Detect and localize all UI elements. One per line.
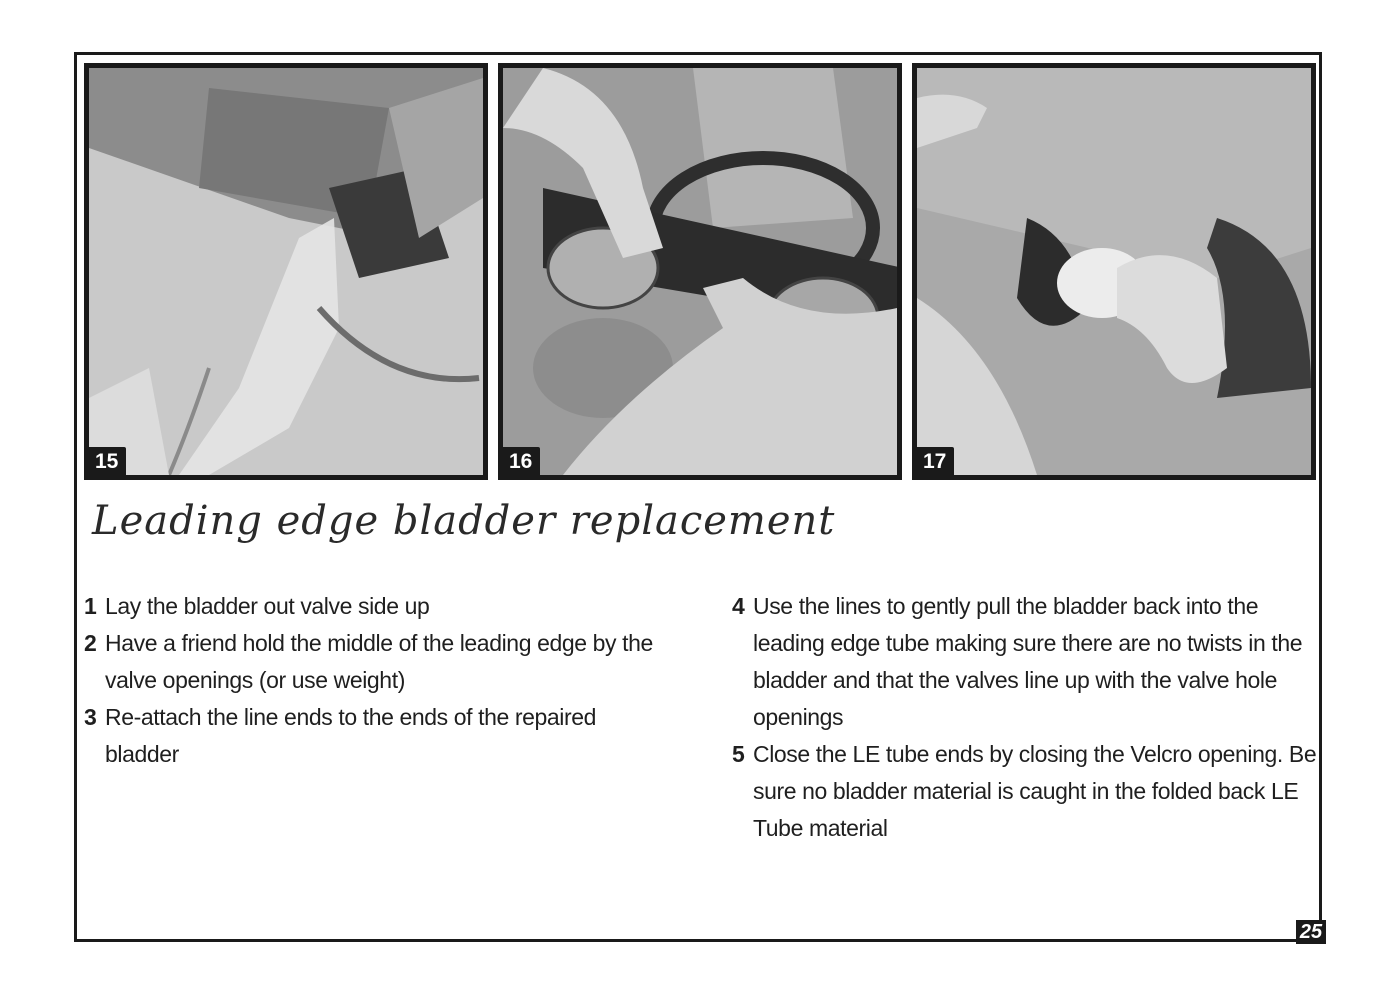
photo-16-illustration <box>503 68 897 475</box>
step-item <box>84 588 674 625</box>
step-text: Lay the bladder out valve side up <box>105 593 430 619</box>
step-text: Close the LE tube ends by closing the Velcro opening. Be sure no bladder material is caught in the folded back LE Tube material <box>753 741 1317 841</box>
step-number: 1 <box>84 593 97 619</box>
step-number: 4 <box>732 593 745 619</box>
step-text: Have a friend hold the middle of the leading edge by the valve openings (or use weight) <box>105 630 653 693</box>
step-item <box>84 625 674 699</box>
photo-number: 15 <box>89 447 126 475</box>
page-number: 25 <box>1296 920 1326 944</box>
photo-15-illustration <box>89 68 483 475</box>
step-item <box>84 699 674 773</box>
page-title: Leading edge bladder replacement <box>92 498 836 544</box>
photo-17-illustration <box>917 68 1311 475</box>
step-number: 2 <box>84 630 97 656</box>
photo-number: 16 <box>503 447 540 475</box>
photo-15 <box>84 63 488 480</box>
step-item <box>732 736 1322 847</box>
photo-17 <box>912 63 1316 480</box>
steps-left-column <box>84 588 674 773</box>
step-number: 3 <box>84 704 97 730</box>
step-item <box>732 588 1322 736</box>
photo-number: 17 <box>917 447 954 475</box>
step-text: Re-attach the line ends to the ends of the repaired bladder <box>105 704 597 767</box>
step-number: 5 <box>732 741 745 767</box>
step-text: Use the lines to gently pull the bladder back into the leading edge tube making sure there are no twists in the bladder and that the valves line up with the valve hole openings <box>753 593 1303 730</box>
photo-16 <box>498 63 902 480</box>
steps-right-column <box>732 588 1322 847</box>
